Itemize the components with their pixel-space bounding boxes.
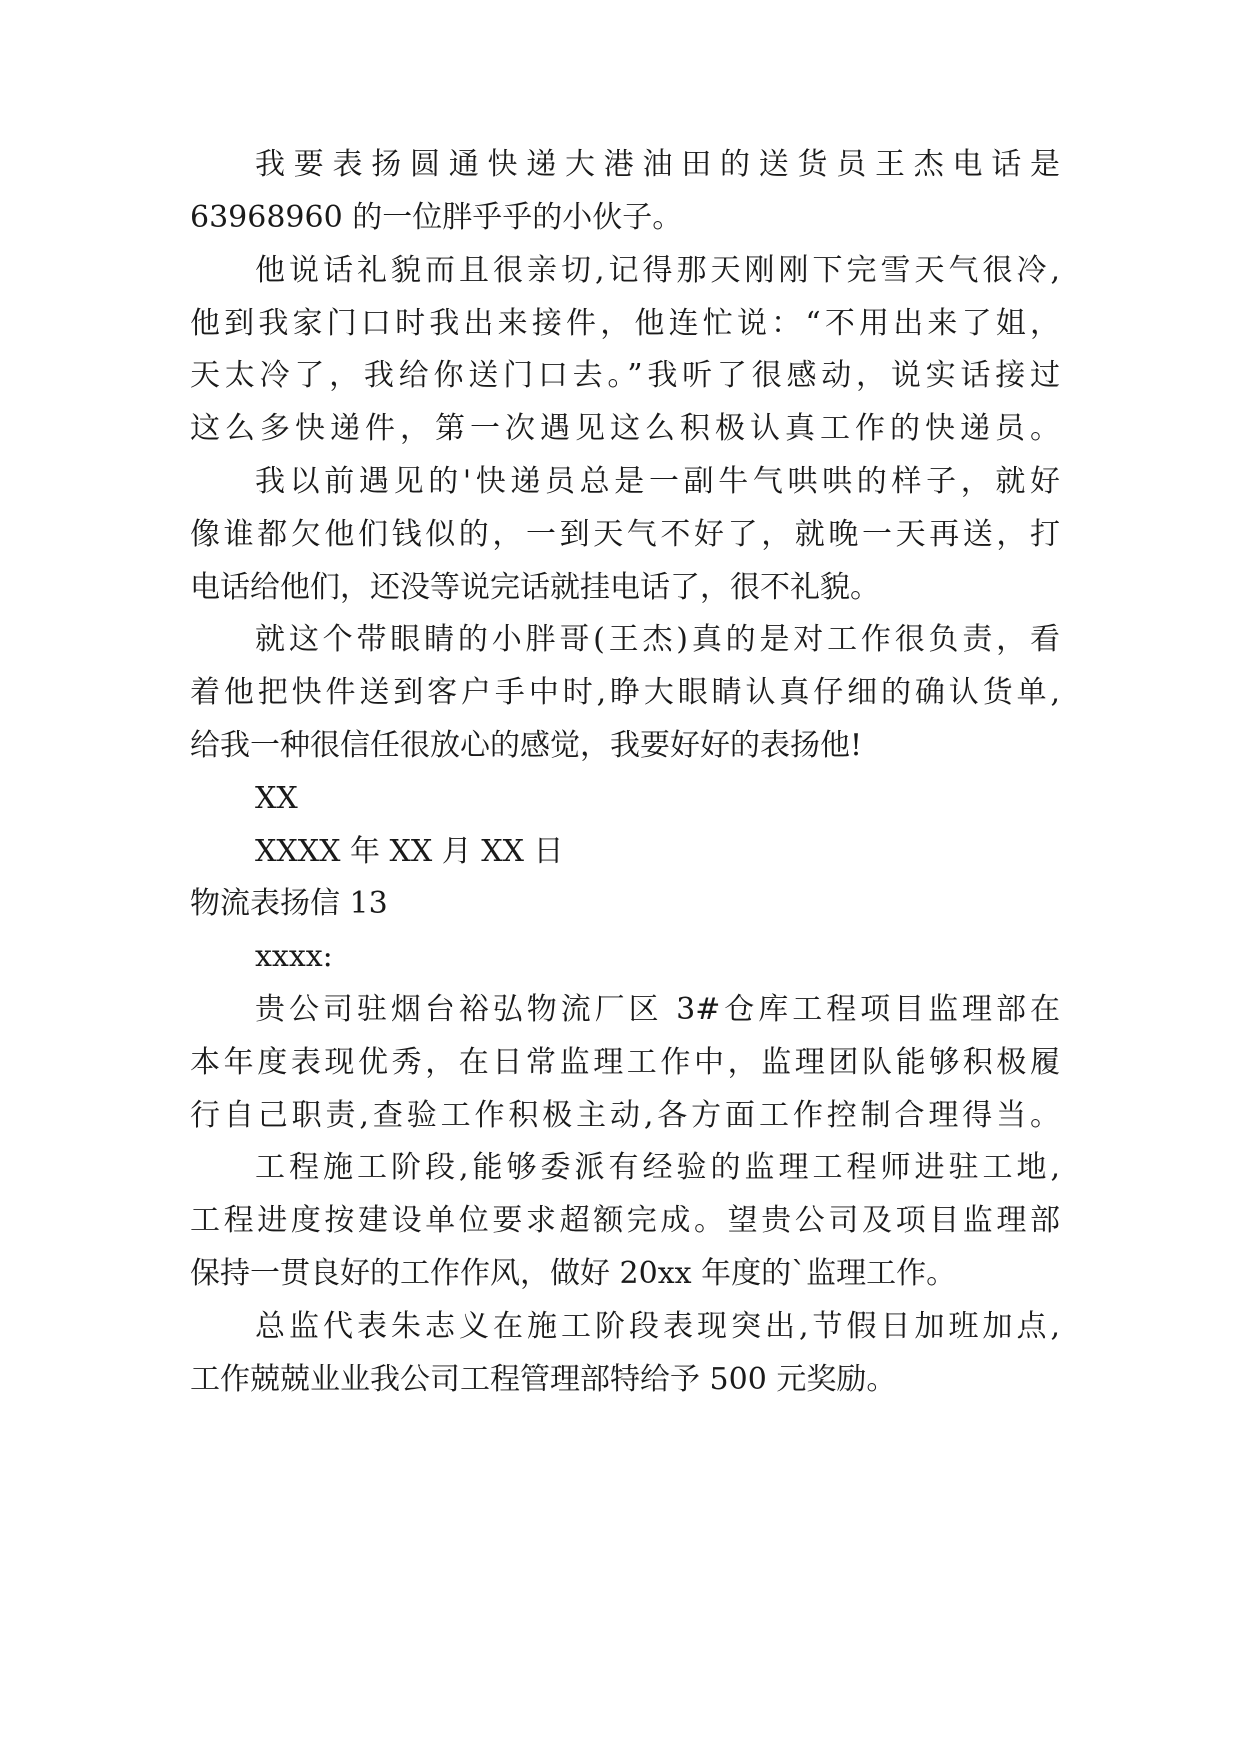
letter2-p2-line1: 工程施工阶段,能够委派有经验的监理工程师进驻工地, [255, 1150, 1060, 1185]
letter2-p1-line1: 贵公司驻烟台裕弘物流厂区 3#仓库工程项目监理部在 [255, 992, 1060, 1027]
letter1-p3-line3: 电话给他们，还没等说完话就挂电话了，很不礼貌。 [190, 570, 880, 605]
letter1-p2-line2: 他到我家门口时我出来接件，他连忙说：“不用出来了姐， [190, 306, 1060, 341]
letter1-date: XXXX 年 XX 月 XX 日 [255, 834, 564, 869]
letter2-p2-line3: 保持一贯良好的工作作风，做好 20xx 年度的`监理工作。 [190, 1256, 957, 1291]
letter1-p4-line2: 着他把快件送到客户手中时,睁大眼睛认真仔细的确认货单, [190, 675, 1060, 710]
letter1-p1-line2: 63968960 的一位胖乎乎的小伙子。 [190, 200, 683, 235]
letter1-p3-line2: 像谁都欠他们钱似的，一到天气不好了，就晚一天再送，打 [190, 517, 1060, 552]
letter2-salutation: xxxx: [255, 939, 333, 974]
letter2-p3-line2: 工作兢兢业业我公司工程管理部特给予 500 元奖励。 [190, 1362, 897, 1397]
letter2-p1-line3: 行自己职责,查验工作积极主动,各方面工作控制合理得当。 [190, 1098, 1060, 1133]
letter1-p2-line3: 天太冷了，我给你送门口去。”我听了很感动，说实话接过 [190, 358, 1060, 393]
letter2-p1-line2: 本年度表现优秀，在日常监理工作中，监理团队能够积极履 [190, 1045, 1060, 1080]
letter1-p1-line1: 我要表扬圆通快递大港油田的送货员王杰电话是 [255, 147, 1060, 182]
letter1-p2-line1: 他说话礼貌而且很亲切,记得那天刚刚下完雪天气很冷, [255, 253, 1060, 288]
letter1-p2-line4: 这么多快递件，第一次遇见这么积极认真工作的快递员。 [190, 411, 1060, 446]
letter1-p4-line1: 就这个带眼睛的小胖哥(王杰)真的是对工作很负责，看 [255, 622, 1060, 657]
letter1-signature: XX [255, 781, 298, 816]
letter2-title: 物流表扬信 13 [190, 886, 388, 921]
letter2-p3-line1: 总监代表朱志义在施工阶段表现突出,节假日加班加点, [255, 1309, 1060, 1344]
letter2-p2-line2: 工程进度按建设单位要求超额完成。望贵公司及项目监理部 [190, 1203, 1060, 1238]
letter1-p4-line3: 给我一种很信任很放心的感觉，我要好好的表扬他! [190, 728, 863, 763]
letter1-p3-line1: 我以前遇见的'快递员总是一副牛气哄哄的样子，就好 [255, 464, 1060, 499]
